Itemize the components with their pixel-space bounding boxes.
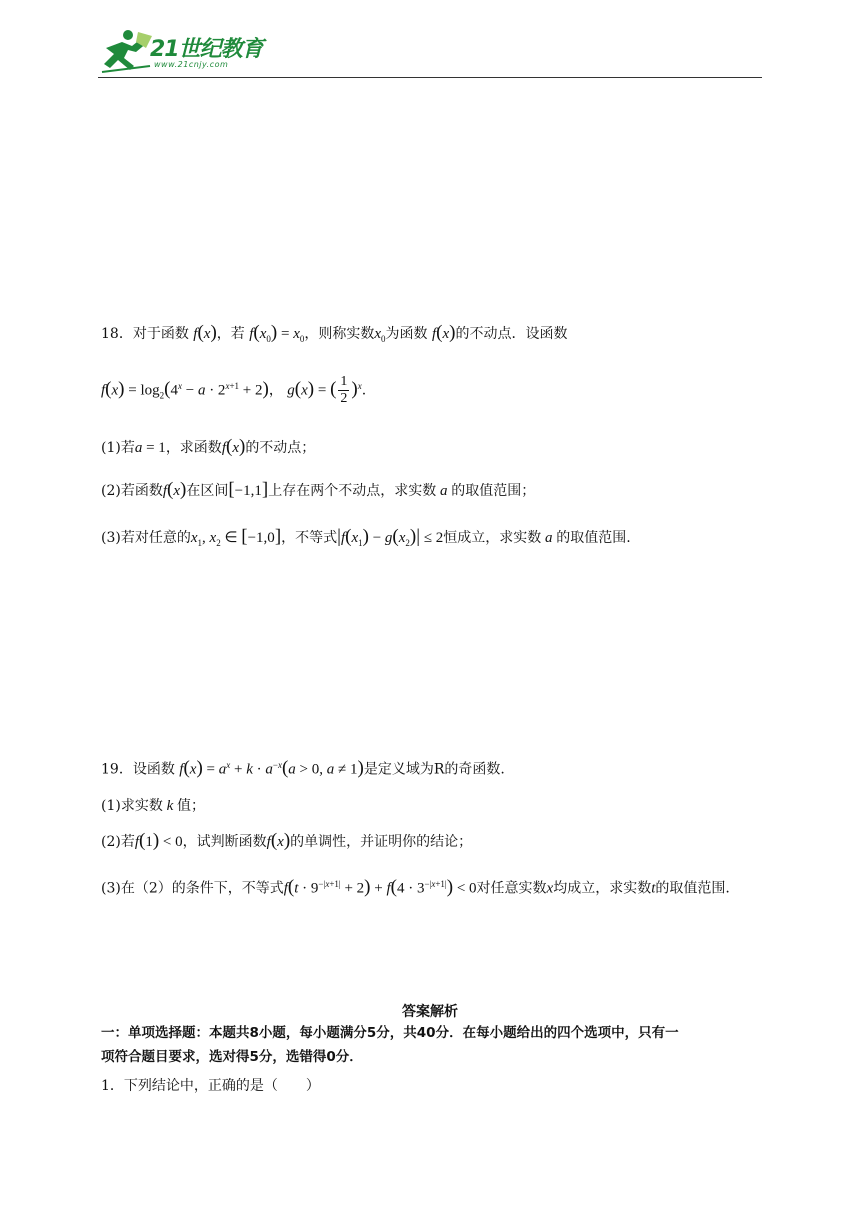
q19-part-2: (2)若f(1) < 0，试判断函数f(x)的单调性，并证明你的结论； [101, 830, 473, 851]
q18-part-3: (3)若对任意的$x_1$, $x_2$ ∈ [−1,0]，不等式$|f(x_1) - g(x_2)| \le 2$恒成立，求实数 a 的取值范围. [101, 526, 631, 548]
q18-part-1: (1)若a = 1，求函数f(x)的不动点； [101, 436, 316, 457]
q18-part-2: (2)若函数f(x)在区间[−1,1]上存在两个不动点，求实数 a 的取值范围； [101, 479, 536, 500]
q18-stem: 18．对于函数 f(x)，若 $f(x_0) = x_0$，则称实数$x_0$为函数 f(x)的不动点．设函数 [101, 322, 568, 344]
answers-title: 答案解析 [402, 1004, 458, 1020]
q19-part-1: (1)求实数 k 值； [101, 798, 206, 814]
q19-part-3: (3)在（2）的条件下，不等式$f(t \cdot 9^{-|x+1|} + 2) + f(4 \cdot 3^{-|x+1|}) < 0$对任意实数x均成立，求实数t的取值范围. [101, 876, 730, 898]
logo [98, 28, 288, 74]
answers-section-line-2: 项符合题目要求，选对得5分，选错得0分． [101, 1049, 363, 1065]
runner-logo-icon [98, 28, 154, 74]
q19-stem: 19．设函数 $f(x) = a^x + k \cdot a^{-x}(a > 0$, a ≠ 1)是定义域为R的奇函数. [101, 757, 505, 779]
q18-definitions: $f(x) = \log_2(4^x - a \cdot 2^{x+1} + 2)$， g(x) = ( $\frac{1}{2}$ )$^x$. [101, 374, 367, 406]
header-rule [98, 77, 762, 78]
answers-section-line-1: 一：单项选择题：本题共8小题，每小题满分5分，共40分．在每小题给出的四个选项中，只有一 [101, 1025, 679, 1041]
logo-url: www.21cnjy.com [154, 60, 229, 69]
answers-q1: 1．下列结论中，正确的是（ ） [101, 1078, 320, 1094]
page-header [98, 26, 762, 80]
logo-name: 21世纪教育 [150, 37, 263, 62]
